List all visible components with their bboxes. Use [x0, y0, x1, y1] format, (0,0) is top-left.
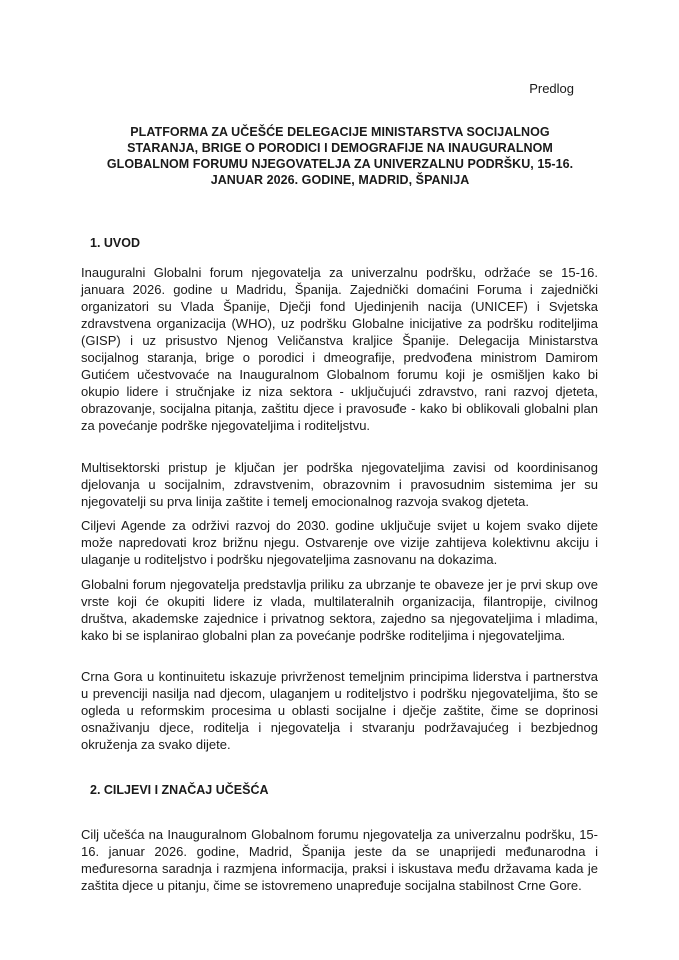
paragraph: Crna Gora u kontinuitetu iskazuje privrženost temeljnim principima liderstva i partnerstva u prevenciji nasilja nad djecom, ulaganjem u roditeljstvo i podršku njegovateljima, što se ogleda u reformskim procesima u oblasti socijalne i dječje zaštite, čime se doprinosi osnaživanju djece, roditelja i njegovatelja i stvaranju podržavajućeg i bezbjednog okruženja za svako dijete. — [81, 669, 598, 752]
document-title: PLATFORMA ZA UČEŠĆE DELEGACIJE MINISTARSTVA SOCIJALNOG STARANJA, BRIGE O PORODICI I DEMOGRAFIJE NA INAUGURALNOM GLOBALNOM FORUMU NJEGOVATELJA ZA UNIVERZALNU PODRŠKU, 15-16. JANUAR 2026. GODINE, MADRID, ŠPANIJA — [106, 125, 574, 187]
paragraph: Multisektorski pristup je ključan jer podrška njegovateljima zavisi od koordinisanog djelovanja u socijalnim, zdravstvenim, obrazovnim i pravosudnim sistemima jer su njegovatelji su prva linija zaštite i temelj emocionalnog razvoja svakog djeteta. — [81, 460, 598, 509]
paragraph: Cilj učešća na Inauguralnom Globalnom forumu njegovatelja za univerzalnu podršku, 15-16. januar 2026. godine, Madrid, Španija jeste da se unaprijedi međunarodna i međuresorna saradnja i razmjena informacija, praksi i iskustava među državama kada je zaštita djece u pitanju, čime se istovremeno unapređuje socijalna stabilnost Crne Gore. — [81, 827, 598, 893]
paragraph: Inauguralni Globalni forum njegovatelja za univerzalnu podršku, održaće se 15-16. januara 2026. godine u Madridu, Španija. Zajednički domaćini Foruma i zajednički organizatori su Vlada Španije, Dječji fond Ujedinjenih nacija (UNICEF) i Svjetska zdravstvena organizacija (WHO), uz podršku Globalne inicijative za podršku roditeljima (GISP) i uz prisustvo Njenog Veličanstva kraljice Španije. Delegacija Ministarstva socijalnog staranja, brige o porodici i dmeografije, predvođena ministrom Damirom Gutićem učestvovaće na Inauguralnom Globalnom forumu koji je osmišljen kako bi okupio lidere i stručnjake iz niza sektora - uključujući zdravstvo, rani razvoj djeteta, obrazovanje, socijalna pitanja, zaštitu djece i pravosuđe - kako bi oblikovali globalni plan za povećanje podrške njegovateljima i roditeljstvu. — [81, 265, 598, 433]
document-status-label: Predlog — [529, 81, 574, 96]
paragraph: Globalni forum njegovatelja predstavlja priliku za ubrzanje te obaveze jer je prvi skup ove vrste koji će okupiti lidere iz vlada, multilateralnih organizacija, filantropije, civilnog društva, akademske zajednice i privatnog sektora, zajedno sa njegovateljima i mladima, kako bi se isplanirao globalni plan za povećanje podrške roditeljima i njegovateljima. — [81, 577, 598, 643]
section-heading-uvod: 1. UVOD — [90, 236, 141, 250]
section-heading-ciljevi: 2. CILJEVI I ZNAČAJ UČEŠĆA — [90, 783, 269, 797]
paragraph: Ciljevi Agende za održivi razvoj do 2030. godine uključuje svijet u kojem svako dijete može napredovati kroz brižnu njegu. Ostvarenje ove vizije zahtijeva kolektivnu akciju i ulaganje u roditeljstvo i podršku njegovateljima zasnovanu na dokazima. — [81, 518, 598, 567]
